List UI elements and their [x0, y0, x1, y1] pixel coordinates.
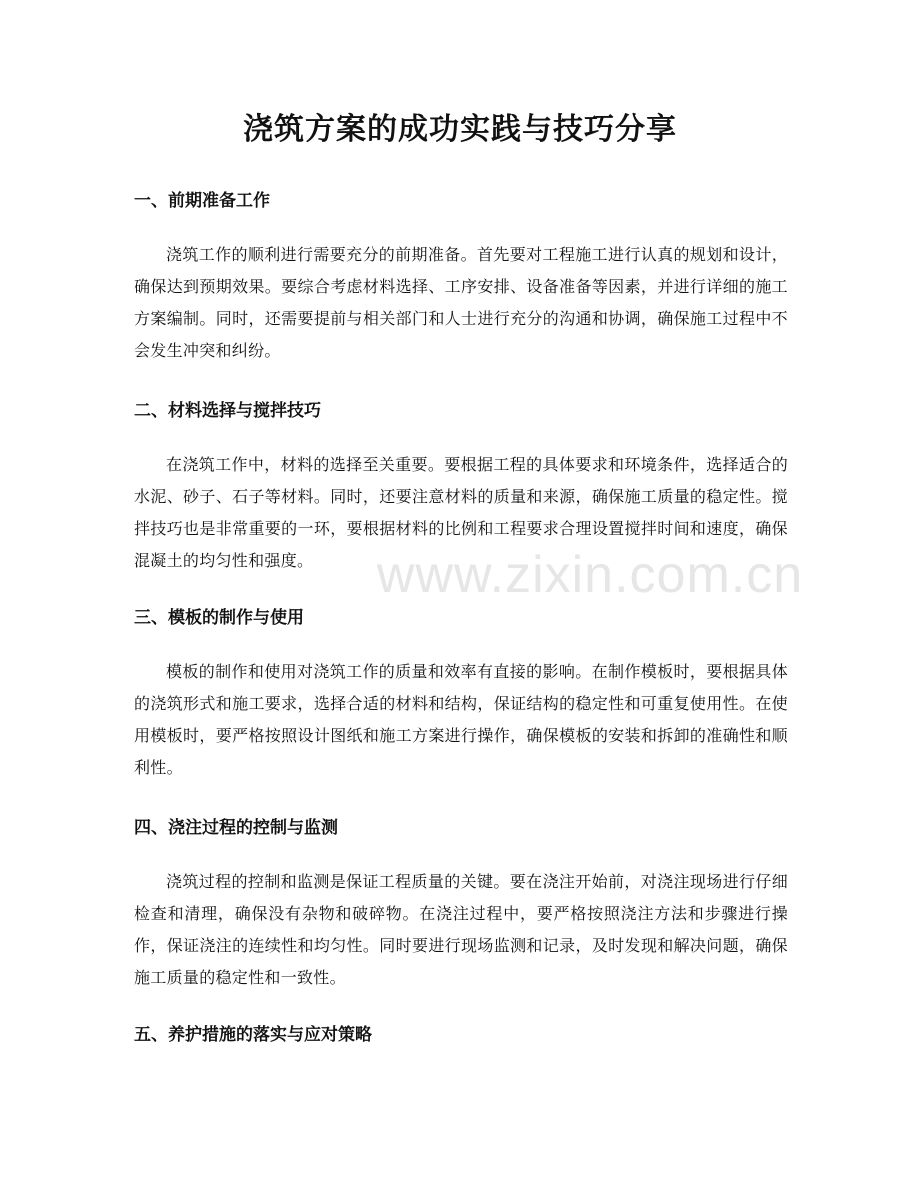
watermark-text: www.zixin.com.cn: [376, 546, 804, 604]
section-heading: 二、材料选择与搅拌技巧: [134, 401, 321, 421]
section-heading: 四、浇注过程的控制与监测: [134, 818, 338, 838]
section-pouring-control: [134, 815, 788, 994]
document-title: 浇筑方案的成功实践与技巧分享: [243, 112, 677, 147]
section-materials: [134, 398, 788, 577]
section-preparation: [134, 188, 788, 367]
section-paragraph: 在浇筑工作中，材料的选择至关重要。要根据工程的具体要求和环境条件，选择适合的水泥、砂子、石子等材料。同时，还要注意材料的质量和来源，确保施工质量的稳定性。搅拌技巧也是非常重要的一环，要根据材料的比例和工程要求合理设置搅拌时间和速度，确保混凝土的均匀性和强度。: [134, 455, 788, 570]
section-heading: 一、前期准备工作: [134, 191, 270, 211]
section-heading: 五、养护措施的落实与应对策略: [134, 1025, 372, 1045]
section-formwork: [134, 605, 788, 784]
section-heading: 三、模板的制作与使用: [134, 608, 304, 628]
section-paragraph: 浇筑工作的顺利进行需要充分的前期准备。首先要对工程施工进行认真的规划和设计，确保达到预期效果。要综合考虑材料选择、工序安排、设备准备等因素，并进行详细的施工方案编制。同时，还需要提前与相关部门和人士进行充分的沟通和协调，确保施工过程中不会发生冲突和纠纷。: [134, 245, 788, 360]
section-paragraph: 模板的制作和使用对浇筑工作的质量和效率有直接的影响。在制作模板时，要根据具体的浇筑形式和施工要求，选择合适的材料和结构，保证结构的稳定性和可重复使用性。在使用模板时，要严格按照设计图纸和施工方案进行操作，确保模板的安装和拆卸的准确性和顺利性。: [134, 662, 788, 777]
section-curing: [134, 1022, 788, 1048]
section-paragraph: 浇筑过程的控制和监测是保证工程质量的关键。要在浇注开始前，对浇注现场进行仔细检查和清理，确保没有杂物和破碎物。在浇注过程中，要严格按照浇注方法和步骤进行操作，保证浇注的连续性和均匀性。同时要进行现场监测和记录，及时发现和解决问题，确保施工质量的稳定性和一致性。: [134, 872, 788, 987]
